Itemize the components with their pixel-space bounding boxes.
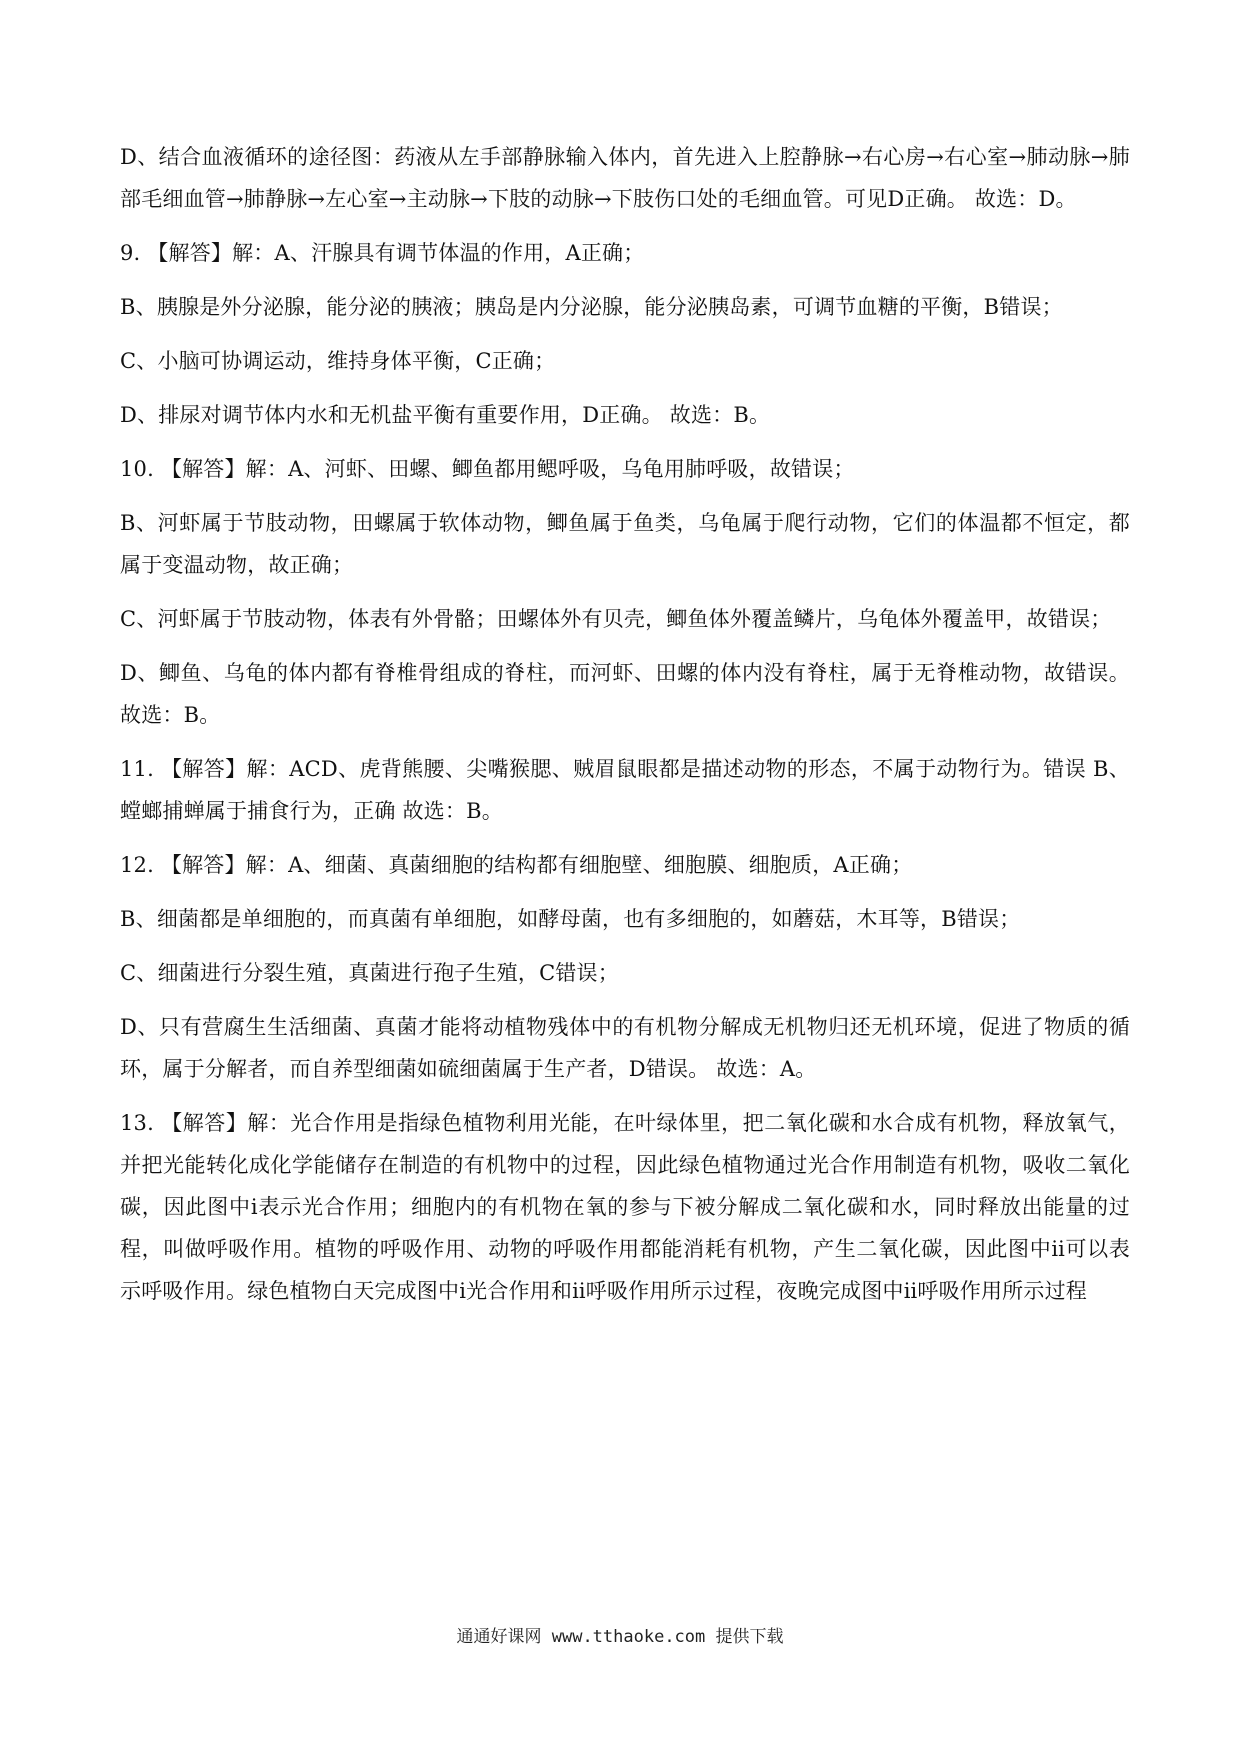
paragraph: 12. 【解答】解：A、细菌、真菌细胞的结构都有细胞壁、细胞膜、细胞质，A正确； <box>120 853 913 877</box>
paragraph: D、鲫鱼、乌龟的体内都有脊椎骨组成的脊柱，而河虾、田螺的体内没有脊柱，属于无脊椎动物，故错误。故选：B。 <box>120 661 1130 727</box>
paragraph: C、河虾属于节肢动物，体表有外骨骼；田螺体外有贝壳，鲫鱼体外覆盖鳞片，乌龟体外覆盖甲，故错误； <box>120 607 1112 631</box>
paragraph: D、结合血液循环的途径图：药液从左手部静脉输入体内，首先进入上腔静脉→右心房→右心室→肺动脉→肺部毛细血管→肺静脉→左心室→主动脉→下肢的动脉→下肢伤口处的毛细血管。可见D正确。 故选：D。 <box>120 145 1130 211</box>
page-footer: 通通好课网 www.tthaoke.com 提供下载 <box>456 1627 784 1647</box>
paragraph: C、小脑可协调运动，维持身体平衡，C正确； <box>120 349 556 373</box>
paragraph: B、胰腺是外分泌腺，能分泌的胰液；胰岛是内分泌腺，能分泌胰岛素，可调节血糖的平衡，B错误； <box>120 295 1063 319</box>
paragraph: 11. 【解答】解：ACD、虎背熊腰、尖嘴猴腮、贼眉鼠眼都是描述动物的形态，不属于动物行为。错误 B、螳螂捕蝉属于捕食行为，正确 故选：B。 <box>120 757 1130 823</box>
paragraph: C、细菌进行分裂生殖，真菌进行孢子生殖，C错误； <box>120 961 619 985</box>
paragraph: B、细菌都是单细胞的，而真菌有单细胞，如酵母菌，也有多细胞的，如蘑菇，木耳等，B错误； <box>120 907 1021 931</box>
answer-content <box>120 136 1130 1324</box>
paragraph: D、排尿对调节体内水和无机盐平衡有重要作用，D正确。 故选：B。 <box>120 403 771 427</box>
paragraph: 9. 【解答】解：A、汗腺具有调节体温的作用，A正确； <box>120 241 645 265</box>
paragraph: 10. 【解答】解：A、河虾、田螺、鲫鱼都用鳃呼吸，乌龟用肺呼吸，故错误； <box>120 457 855 481</box>
paragraph: B、河虾属于节肢动物，田螺属于软体动物，鲫鱼属于鱼类，乌龟属于爬行动物，它们的体温都不恒定，都属于变温动物，故正确； <box>120 511 1130 577</box>
paragraph: 13. 【解答】解：光合作用是指绿色植物利用光能，在叶绿体里，把二氧化碳和水合成有机物，释放氧气，并把光能转化成化学能储存在制造的有机物中的过程，因此绿色植物通过光合作用制造有机物，吸收二氧化碳，因此图中ⅰ表示光合作用；细胞内的有机物在氧的参与下被分解成二氧化碳和水，同时释放出能量的过程，叫做呼吸作用。植物的呼吸作用、动物的呼吸作用都能消耗有机物，产生二氧化碳，因此图中ⅱ可以表示呼吸作用。绿色植物白天完成图中ⅰ光合作用和ⅱ呼吸作用所示过程，夜晚完成图中ⅱ呼吸作用所示过程 <box>120 1111 1130 1303</box>
paragraph: D、只有营腐生生活细菌、真菌才能将动植物残体中的有机物分解成无机物归还无机环境，促进了物质的循环，属于分解者，而自养型细菌如硫细菌属于生产者，D错误。 故选：A。 <box>120 1015 1130 1081</box>
